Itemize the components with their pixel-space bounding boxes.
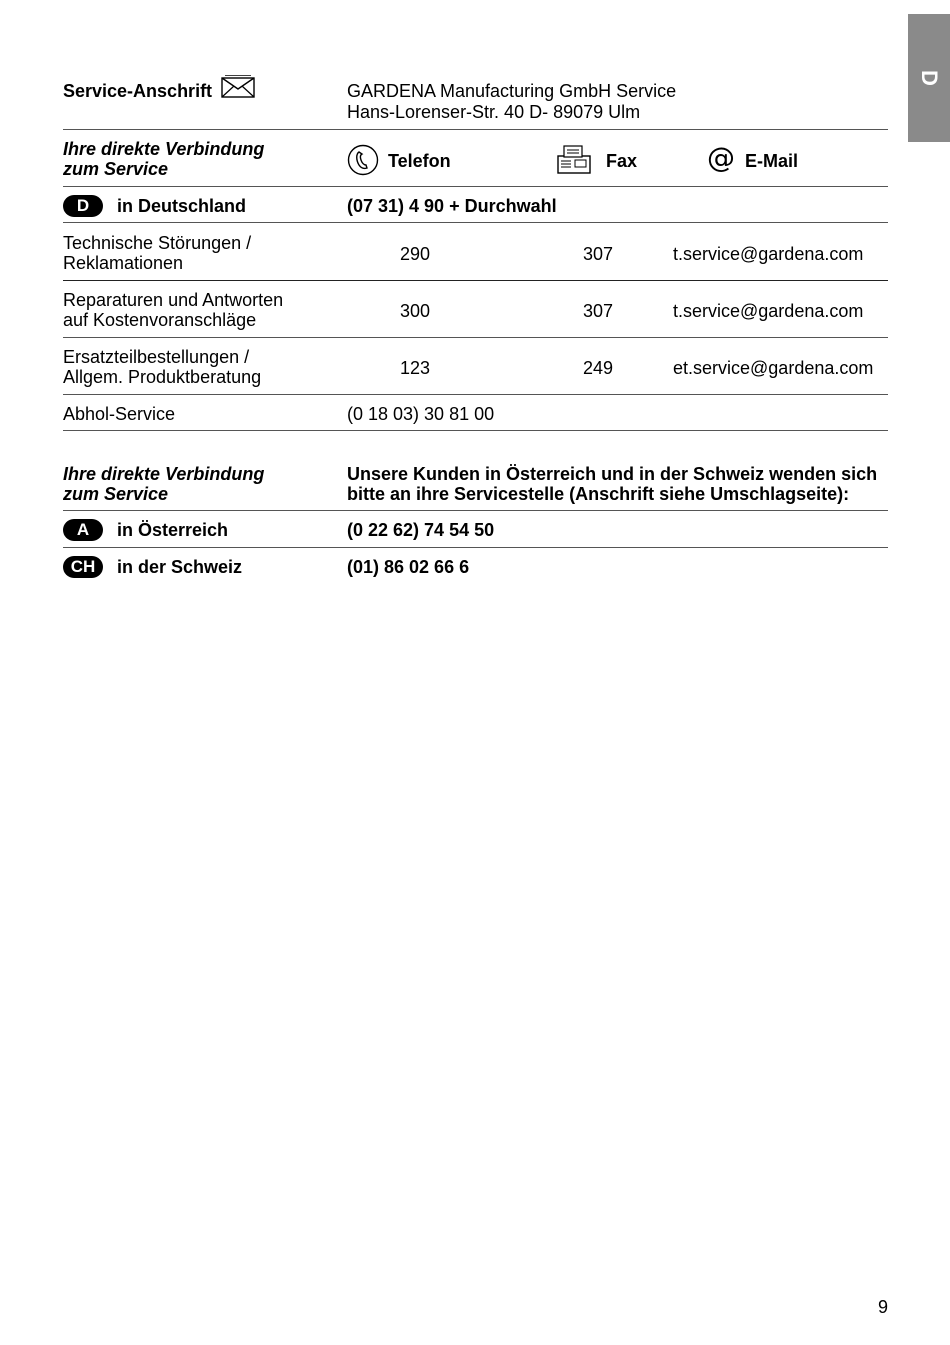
- row-description-line-2: auf Kostenvoranschläge: [63, 310, 257, 330]
- phone-icon: [347, 144, 379, 176]
- connection-heading-line-2: zum Service: [63, 484, 169, 504]
- address-line-2: Hans-Lorenser-Str. 40 D- 89079 Ulm: [347, 102, 641, 122]
- row-fax-extension: 307: [583, 301, 614, 321]
- row-email[interactable]: et.service@gardena.com: [673, 358, 874, 378]
- service-address-label: Service-Anschrift: [63, 81, 213, 101]
- divider: [63, 510, 888, 511]
- row-description-line-1: Ersatzteilbestellungen /: [63, 347, 250, 367]
- phone-column-header: Telefon: [388, 151, 451, 171]
- divider: [63, 222, 888, 223]
- row-description-line-1: Technische Störungen /: [63, 233, 252, 253]
- germany-main-number: (07 31) 4 90 + Durchwahl: [347, 196, 557, 216]
- switzerland-label: in der Schweiz: [117, 557, 243, 577]
- connection-heading-line-1: Ihre direkte Verbindung: [63, 464, 265, 484]
- row-description-line-2: Reklamationen: [63, 253, 184, 273]
- country-badge-a: A: [63, 519, 103, 541]
- germany-label: in Deutschland: [117, 196, 247, 216]
- connection-heading-line-1: Ihre direkte Verbindung: [63, 139, 265, 159]
- address-line-1: GARDENA Manufacturing GmbH Service: [347, 81, 677, 101]
- language-tab-label: D: [917, 70, 942, 86]
- pickup-service-label: Abhol-Service: [63, 404, 176, 424]
- divider: [63, 186, 888, 187]
- country-badge-ch: CH: [63, 556, 103, 578]
- row-description-line-1: Reparaturen und Antworten: [63, 290, 284, 310]
- other-countries-note-line-2: bitte an ihre Servicestelle (Anschrift siehe Umschlagseite):: [347, 484, 850, 504]
- language-tab: [908, 14, 950, 142]
- divider: [63, 430, 888, 431]
- divider: [63, 280, 888, 281]
- row-email[interactable]: t.service@gardena.com: [673, 301, 864, 321]
- row-fax-extension: 307: [583, 244, 614, 264]
- austria-number: (0 22 62) 74 54 50: [347, 520, 495, 540]
- fax-column-header: Fax: [606, 151, 638, 171]
- divider: [63, 337, 888, 338]
- row-fax-extension: 249: [583, 358, 614, 378]
- austria-label: in Österreich: [117, 520, 229, 540]
- at-sign-icon: @: [707, 141, 735, 174]
- page-number: 9: [878, 1297, 889, 1317]
- divider: [63, 129, 888, 130]
- row-phone-extension: 290: [400, 244, 431, 264]
- country-badge-d: D: [63, 195, 103, 217]
- divider: [63, 394, 888, 395]
- row-phone-extension: 300: [400, 301, 431, 321]
- switzerland-number: (01) 86 02 66 6: [347, 557, 470, 577]
- other-countries-note-line-1: Unsere Kunden in Österreich und in der Schweiz wenden sich: [347, 464, 878, 484]
- row-phone-extension: 123: [400, 358, 431, 378]
- pickup-service-number: (0 18 03) 30 81 00: [347, 404, 495, 424]
- connection-heading-line-2: zum Service: [63, 159, 169, 179]
- email-column-header: E-Mail: [745, 151, 799, 171]
- envelope-icon: [221, 75, 255, 99]
- divider: [63, 547, 888, 548]
- row-description-line-2: Allgem. Produktberatung: [63, 367, 262, 387]
- row-email[interactable]: t.service@gardena.com: [673, 244, 864, 264]
- fax-icon: [557, 144, 591, 174]
